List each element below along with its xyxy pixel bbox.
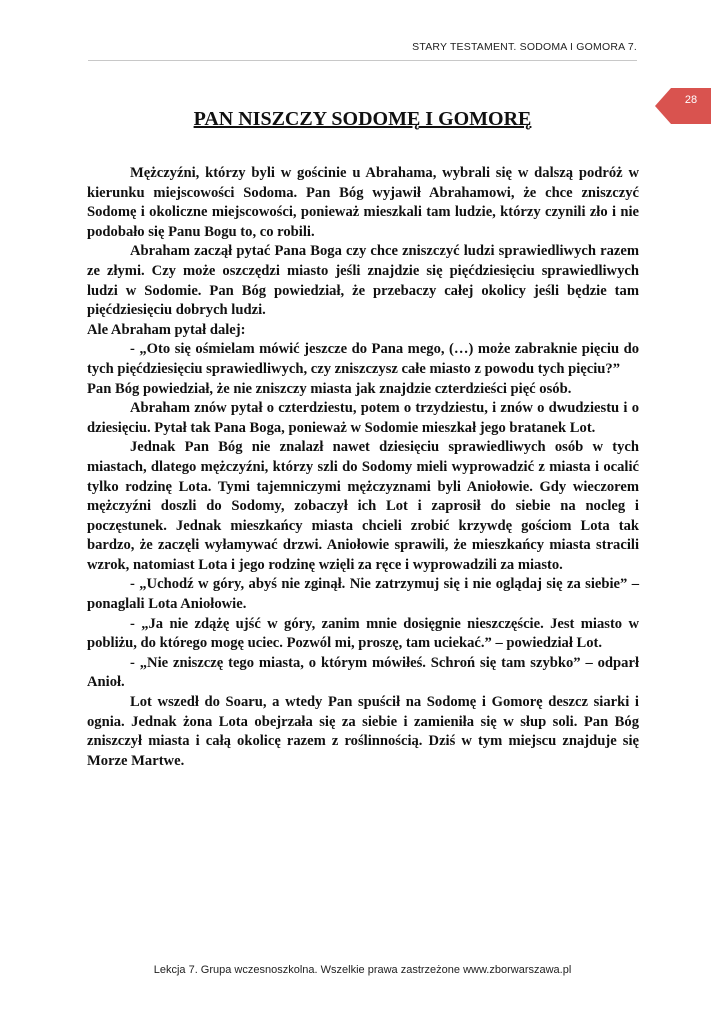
page-title: PAN NISZCZY SODOMĘ I GOMORĘ <box>193 108 532 130</box>
page-footer: Lekcja 7. Grupa wczesnoszkolna. Wszelkie prawa zastrzeżone www.zborwarszawa.pl <box>153 964 572 976</box>
running-header: STARY TESTAMENT. SODOMA I GOMORA 7. <box>412 41 637 53</box>
paragraph: Mężczyźni, którzy byli w gościnie u Abrahama, wybrali się w dalszą podróż w kierunku miejscowości Sodoma. Pan Bóg wyjawił Abrahamowi, że chce zniszczyć Sodomę i okoliczne miejscowości, ponieważ mieszkali tam ludzie, którzy czynili zło i nie podobało się Panu Bogu to, co robili. <box>87 165 639 240</box>
quote-paragraph: - „Nie zniszczę tego miasta, o którym mówiłeś. Schroń się tam szybko” – odparł Anioł. <box>87 654 639 691</box>
page-number: 28 <box>684 94 698 106</box>
paragraph: Abraham zaczął pytać Pana Boga czy chce zniszczyć ludzi sprawiedliwych razem ze złymi. Czy może oszczędzi miasto jeśli znajdzie się pięćdziesięciu sprawiedliwych ludzi w Sodomie. Pan Bóg powiedział, że przebaczy całej okolicy jeśli będzie tam pięćdziesięciu dobrych ludzi. <box>87 243 639 319</box>
paragraph: Lot wszedł do Soaru, a wtedy Pan spuścił na Sodomę i Gomorę deszcz siarki i ognia. Jednak żona Lota obejrzała się za siebie i zamieniła się w słup soli. Pan Bóg zniszczył miasta i całą okolicę razem z roślinnością. Dziś w tym miejscu znajduje się Morze Martwe. <box>87 694 639 769</box>
story-text <box>87 164 639 771</box>
quote-paragraph: - „Uchodź w góry, abyś nie zginął. Nie zatrzymuj się i nie oglądaj się za siebie” – ponaglali Lota Aniołowie. <box>87 576 639 613</box>
quote-paragraph: - „Ja nie zdążę ujść w góry, zanim mnie dosięgnie nieszczęście. Jest miasto w pobliżu, do którego mogę uciec. Pozwól mi, proszę, tam uciekać.” – powiedział Lot. <box>87 615 639 652</box>
paragraph: Jednak Pan Bóg nie znalazł nawet dziesięciu sprawiedliwych osób w tych miastach, dlatego mężczyźni, którzy szli do Sodomy mieli wyprowadzić z miasta i ocalić tylko rodzinę Lota. Tymi tajemniczymi mężczyznami byli Aniołowie. Gdy wieczorem mężczyźni doszli do Sodomy, zobaczył ich Lot i zaprosił do siebie na nocleg i poczęstunek. Jednak mieszkańcy miasta chcieli zrobić krzywdę gościom Lota tak bardzo, że zaczęli wyłamywać drzwi. Aniołowie sprawili, że mieszkańcy miasta stracili wzrok, natomiast Lota i jego rodzinę wzięli za ręce i wyprowadzili za miasto. <box>87 439 639 573</box>
header-divider <box>88 60 637 61</box>
quote-paragraph: - „Oto się ośmielam mówić jeszcze do Pana mego, (…) może zabraknie pięciu do tych pięćdziesięciu sprawiedliwych, czy zniszczysz całe miasto z powodu tych pięciu?” <box>87 341 639 377</box>
paragraph: Abraham znów pytał o czterdziestu, potem o trzydziestu, i znów o dwudziestu i o dziesięciu. Pytał tak Pana Boga, ponieważ w Sodomie mieszkał jego bratanek Lot. <box>87 400 639 436</box>
paragraph: Pan Bóg powiedział, że nie zniszczy miasta jak znajdzie czterdzieści pięć osób. <box>87 380 572 397</box>
paragraph: Ale Abraham pytał dalej: <box>87 321 246 338</box>
